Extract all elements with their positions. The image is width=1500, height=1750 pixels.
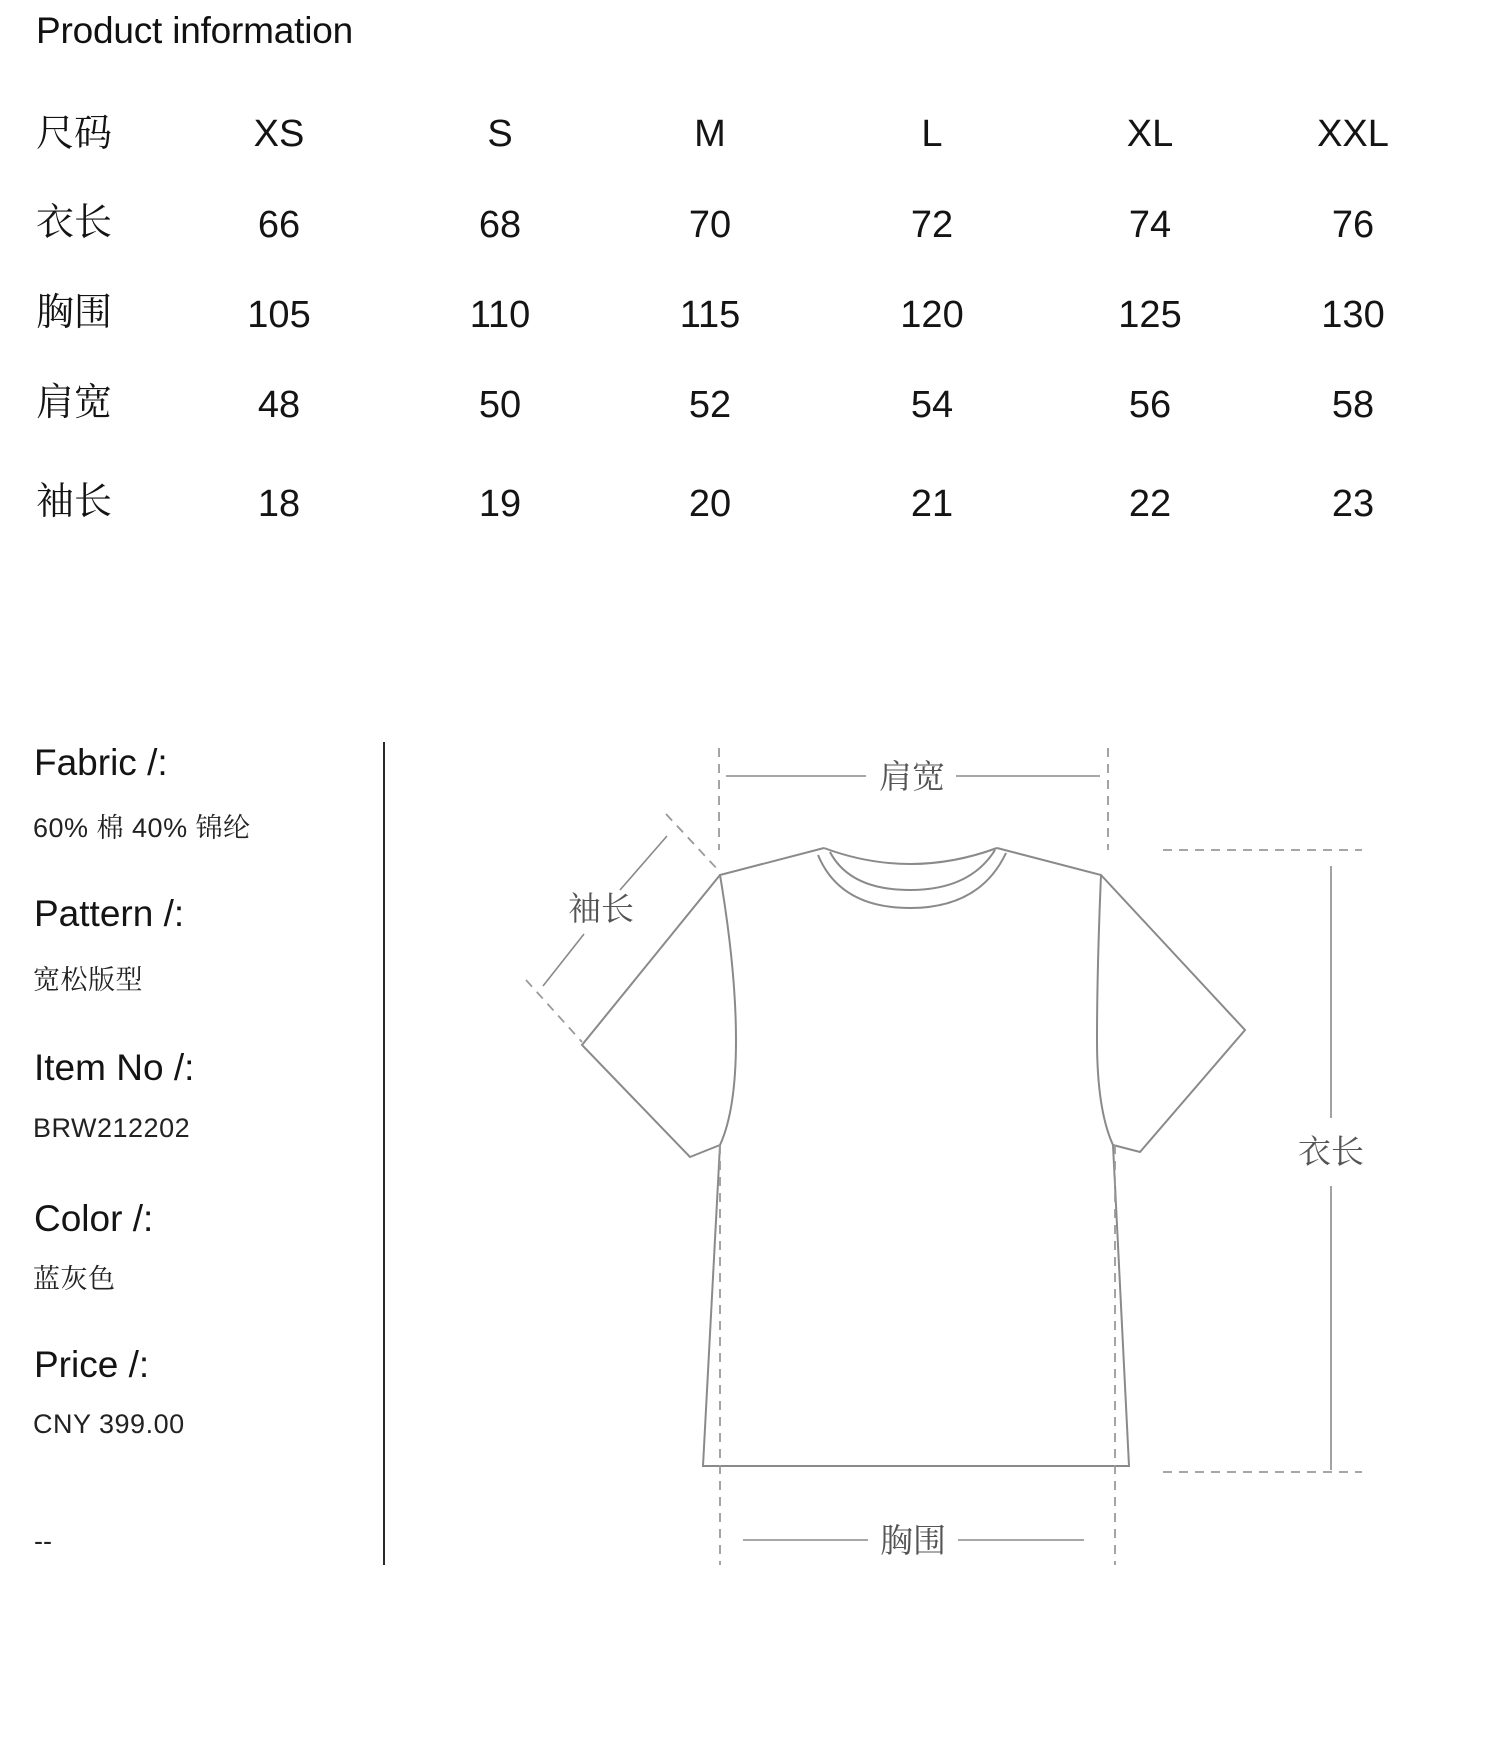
collar-outline: [824, 848, 997, 864]
table-cell: 105: [247, 294, 311, 336]
fabric-value: 60% 棉 40% 锦纶: [33, 813, 251, 843]
length-label: 衣长: [1298, 1132, 1364, 1171]
table-cell: 19: [478, 483, 522, 525]
sleeve-extension-bottom: [526, 980, 582, 1042]
table-cell: 58: [1331, 384, 1375, 426]
sleeve-extension-top: [666, 814, 720, 872]
table-cell: 68: [478, 204, 522, 246]
fabric-label: Fabric /:: [34, 742, 168, 783]
tshirt-outline: [582, 848, 1245, 1466]
table-cell: 115: [679, 294, 741, 336]
sleeve-dimension-line-top: [620, 836, 667, 890]
pattern-label: Pattern /:: [34, 893, 185, 934]
size-s-header: S: [487, 113, 513, 155]
table-cell: 74: [1128, 204, 1172, 246]
price-label: Price /:: [34, 1344, 150, 1385]
table-cell: 23: [1331, 483, 1375, 525]
size-xl-header: XL: [1126, 113, 1174, 155]
table-cell: 76: [1331, 204, 1375, 246]
table-cell: 20: [688, 483, 732, 525]
table-cell: 125: [1118, 294, 1182, 336]
trailing-dashes: --: [34, 1526, 52, 1556]
page-title: Product information: [36, 10, 354, 51]
item-no-label: Item No /:: [34, 1047, 195, 1088]
row-label-shoulder: 肩宽: [36, 382, 113, 424]
size-header-label: 尺码: [36, 113, 113, 155]
size-xxl-header: XXL: [1317, 113, 1389, 155]
shoulder-label: 肩宽: [879, 757, 945, 796]
collar-inner: [818, 853, 1006, 908]
table-cell: 110: [469, 294, 531, 336]
table-cell: 70: [688, 204, 732, 246]
chest-label: 胸围: [880, 1521, 946, 1560]
table-cell: 48: [257, 384, 301, 426]
row-label-length: 衣长: [36, 202, 113, 244]
row-label-chest: 胸围: [36, 292, 113, 334]
row-label-sleeve: 袖长: [36, 481, 113, 523]
table-cell: 54: [910, 384, 954, 426]
sleeve-label: 袖长: [568, 889, 634, 928]
table-cell: 72: [910, 204, 954, 246]
table-cell: 18: [257, 483, 301, 525]
color-label: Color /:: [34, 1198, 154, 1239]
table-cell: 22: [1128, 483, 1172, 525]
color-value: 蓝灰色: [33, 1264, 116, 1294]
sleeve-dimension-line-bottom: [543, 934, 584, 986]
table-cell: 50: [478, 384, 522, 426]
size-l-header: L: [921, 113, 943, 155]
pattern-value: 宽松版型: [33, 965, 143, 995]
table-cell: 21: [910, 483, 954, 525]
table-cell: 56: [1128, 384, 1172, 426]
table-cell: 130: [1321, 294, 1385, 336]
size-xs-header: XS: [253, 113, 305, 155]
item-no-value: BRW212202: [33, 1113, 191, 1143]
table-cell: 120: [900, 294, 964, 336]
table-cell: 66: [257, 204, 301, 246]
price-value: CNY 399.00: [33, 1409, 185, 1439]
table-cell: 52: [688, 384, 732, 426]
size-m-header: M: [694, 113, 726, 155]
